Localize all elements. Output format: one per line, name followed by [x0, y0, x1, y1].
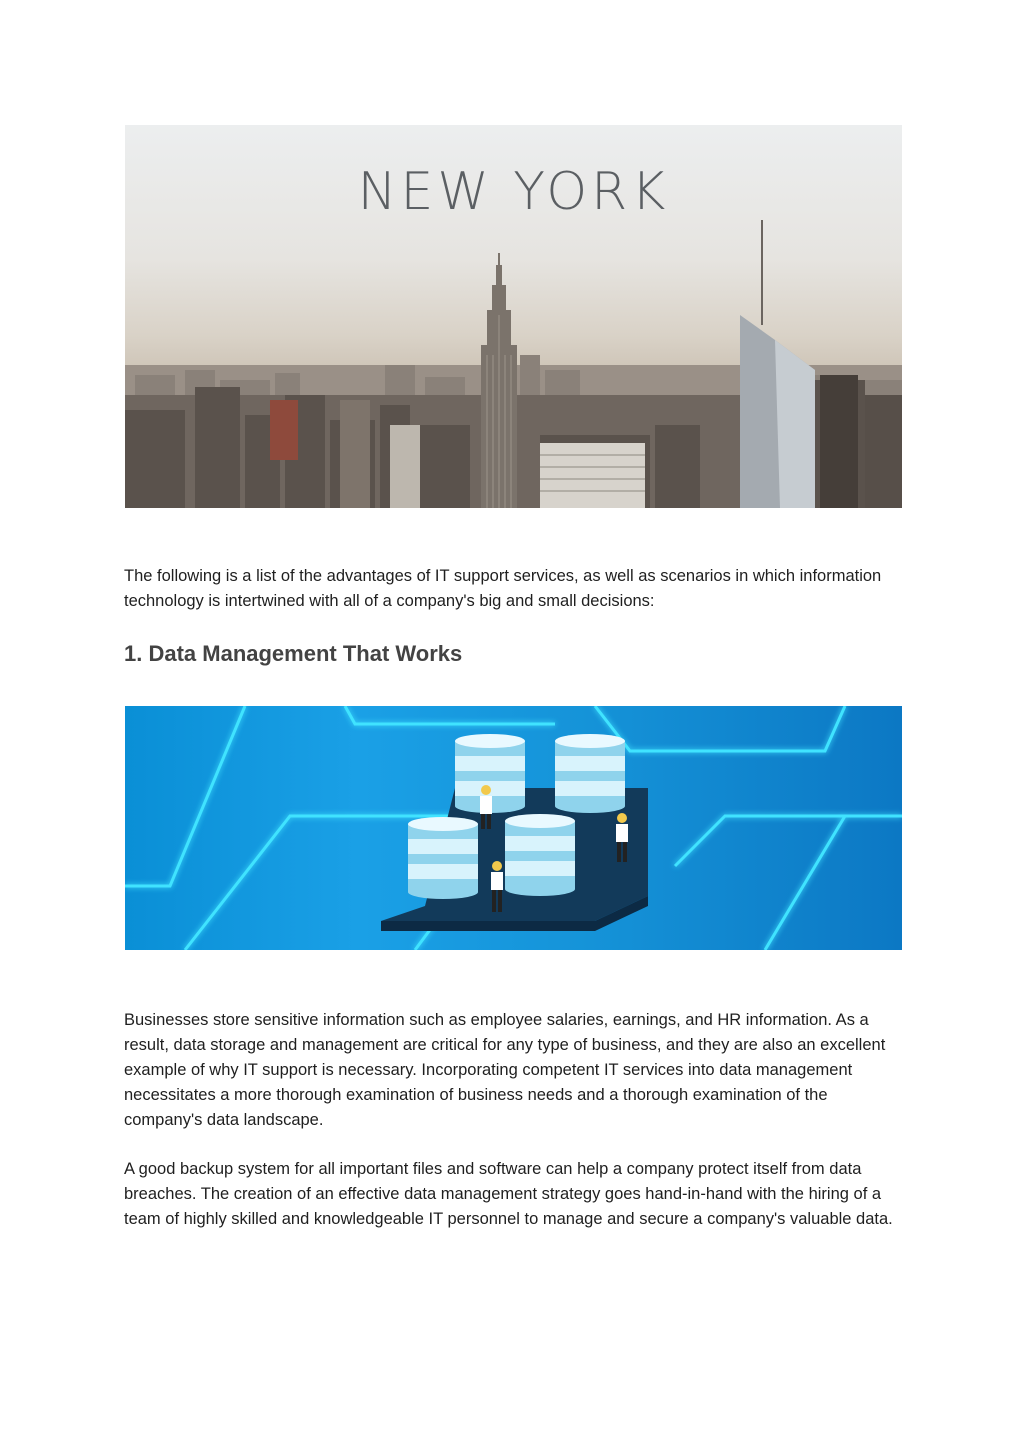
- hero-title-text: NEW YORK: [357, 162, 670, 222]
- section-heading: 1. Data Management That Works: [124, 641, 463, 666]
- body-paragraph-2: A good backup system for all important files and software can help a company protect itself from data breaches. The creation of an effective data management strategy goes hand-in-hand with the hiring of a team of highly skilled and knowledgeable IT personnel to manage and secure a company's valuable data.: [124, 1160, 893, 1228]
- database-cylinder-3: [408, 817, 478, 899]
- database-cylinder-2: [555, 734, 625, 813]
- hero-image: [125, 125, 902, 508]
- database-cylinder-4: [505, 814, 575, 896]
- skyline-illustration: [125, 125, 902, 508]
- body-paragraph-1: Businesses store sensitive information such as employee salaries, earnings, and HR information. As a result, data storage and management are critical for any type of business, and they are also an excellent example of why IT support is necessary. Incorporating competent IT services into data management necessitates a more thorough examination of business needs and a thorough examination of the company's data landscape.: [124, 1011, 886, 1129]
- intro-paragraph: The following is a list of the advantages of IT support services, as well as scenarios in which information technology is intertwined with all of a company's big and small decisions:: [124, 567, 882, 610]
- data-management-image: [125, 706, 902, 950]
- database-illustration: [125, 706, 902, 950]
